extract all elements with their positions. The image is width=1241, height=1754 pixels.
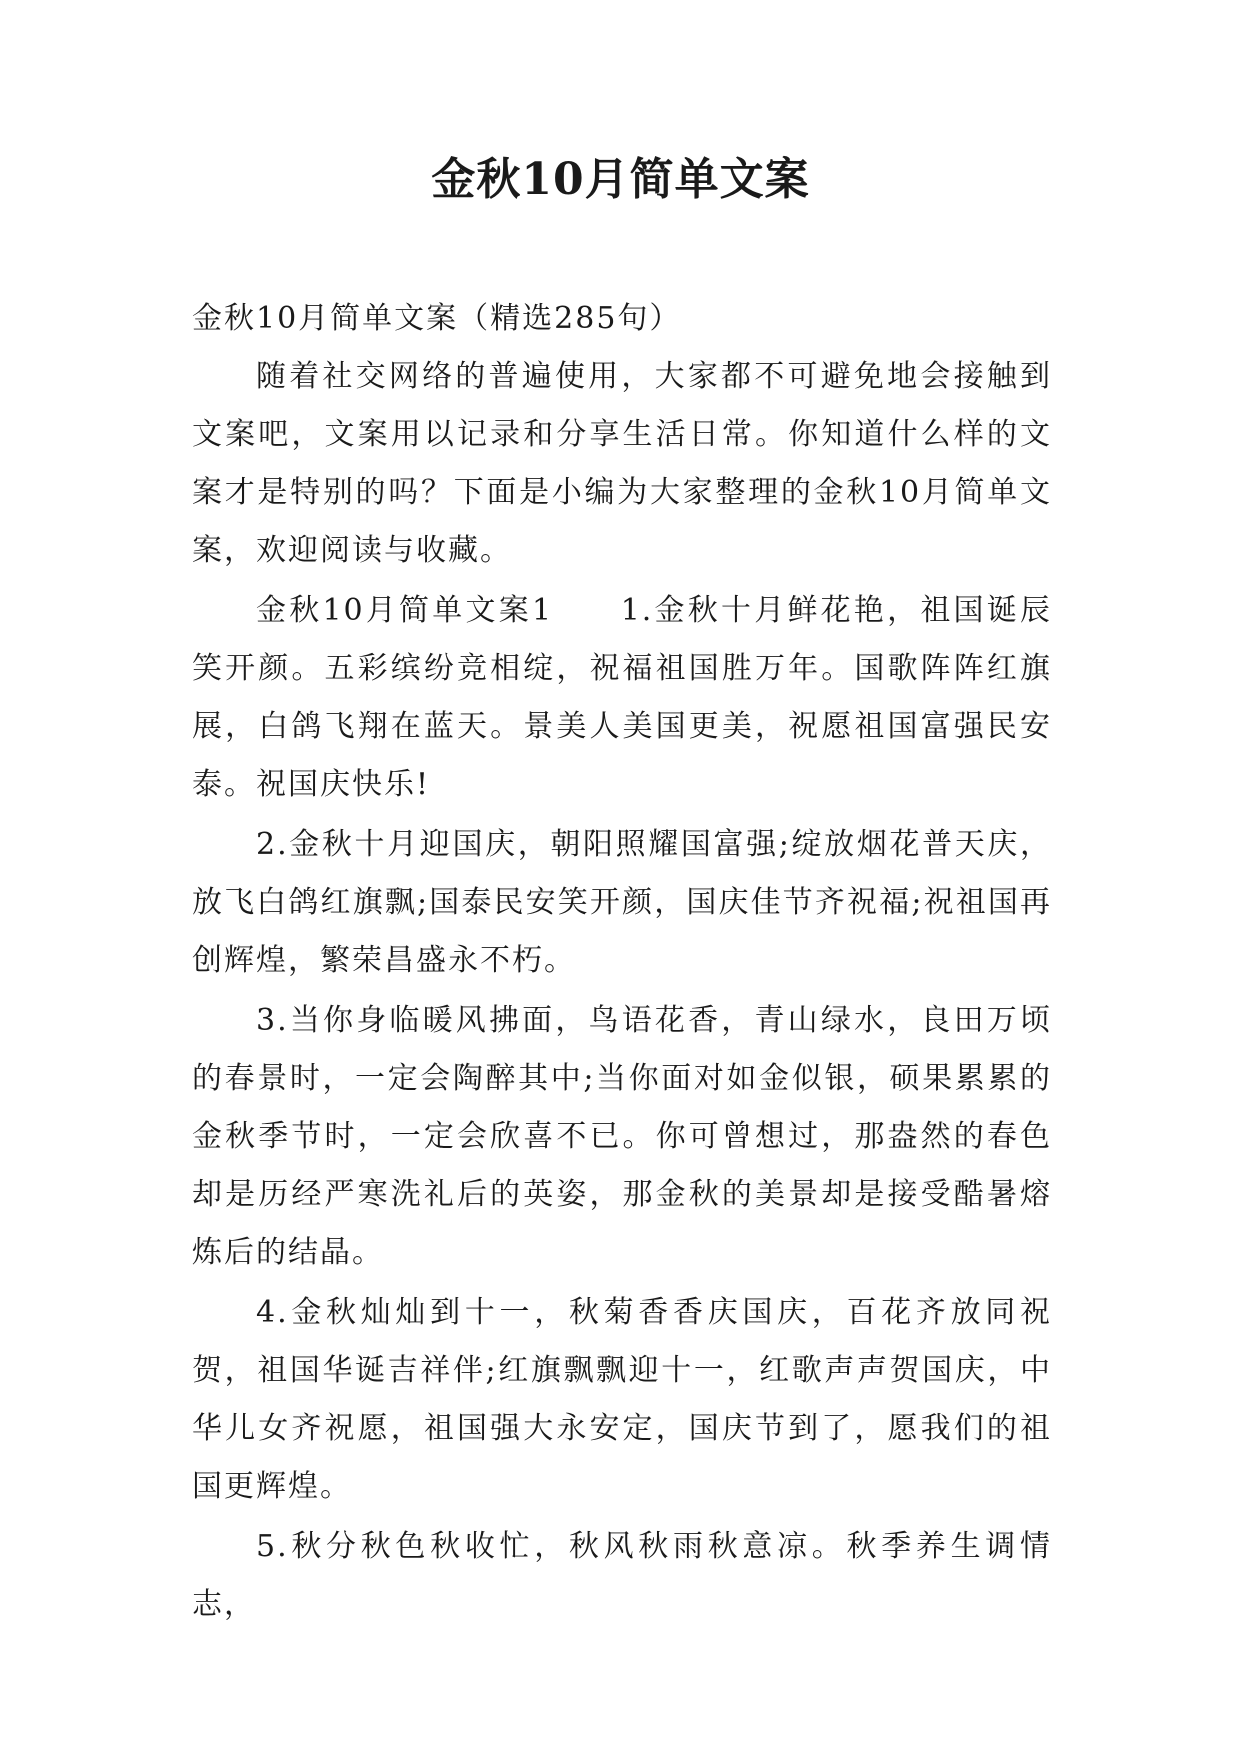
document-body bbox=[192, 290, 1052, 1636]
paragraph-intro: 随着社交网络的普遍使用，大家都不可避免地会接触到文案吧，文案用以记录和分享生活日常。你知道什么样的文案才是特别的吗？下面是小编为大家整理的金秋10月简单文案，欢迎阅读与收藏。 bbox=[192, 359, 1052, 568]
paragraph-item-5: 5.秋分秋色秋收忙，秋风秋雨秋意凉。秋季养生调情志， bbox=[192, 1529, 1052, 1622]
paragraph-item-3: 3.当你身临暖风拂面，鸟语花香，青山绿水，良田万顷的春景时，一定会陶醉其中;当你面对如金似银，硕果累累的金秋季节时，一定会欣喜不已。你可曾想过，那盎然的春色却是历经严寒洗礼后的英姿，那金秋的美景却是接受酷暑熔炼后的结晶。 bbox=[192, 1003, 1052, 1270]
document-subtitle: 金秋10月简单文案（精选285句） bbox=[192, 301, 682, 336]
document-title: 金秋10月简单文案 bbox=[431, 154, 810, 205]
paragraph-item-1: 金秋10月简单文案1 1.金秋十月鲜花艳，祖国诞辰笑开颜。五彩缤纷竞相绽，祝福祖国胜万年。国歌阵阵红旗展，白鸽飞翔在蓝天。景美人美国更美，祝愿祖国富强民安泰。祝国庆快乐! bbox=[192, 593, 1052, 802]
paragraph-item-4: 4.金秋灿灿到十一，秋菊香香庆国庆，百花齐放同祝贺，祖国华诞吉祥伴;红旗飘飘迎十一，红歌声声贺国庆，中华儿女齐祝愿，祖国强大永安定，国庆节到了，愿我们的祖国更辉煌。 bbox=[192, 1295, 1052, 1504]
paragraph-item-2: 2.金秋十月迎国庆，朝阳照耀国富强;绽放烟花普天庆，放飞白鸽红旗飘;国泰民安笑开颜，国庆佳节齐祝福;祝祖国再创辉煌，繁荣昌盛永不朽。 bbox=[192, 827, 1052, 978]
